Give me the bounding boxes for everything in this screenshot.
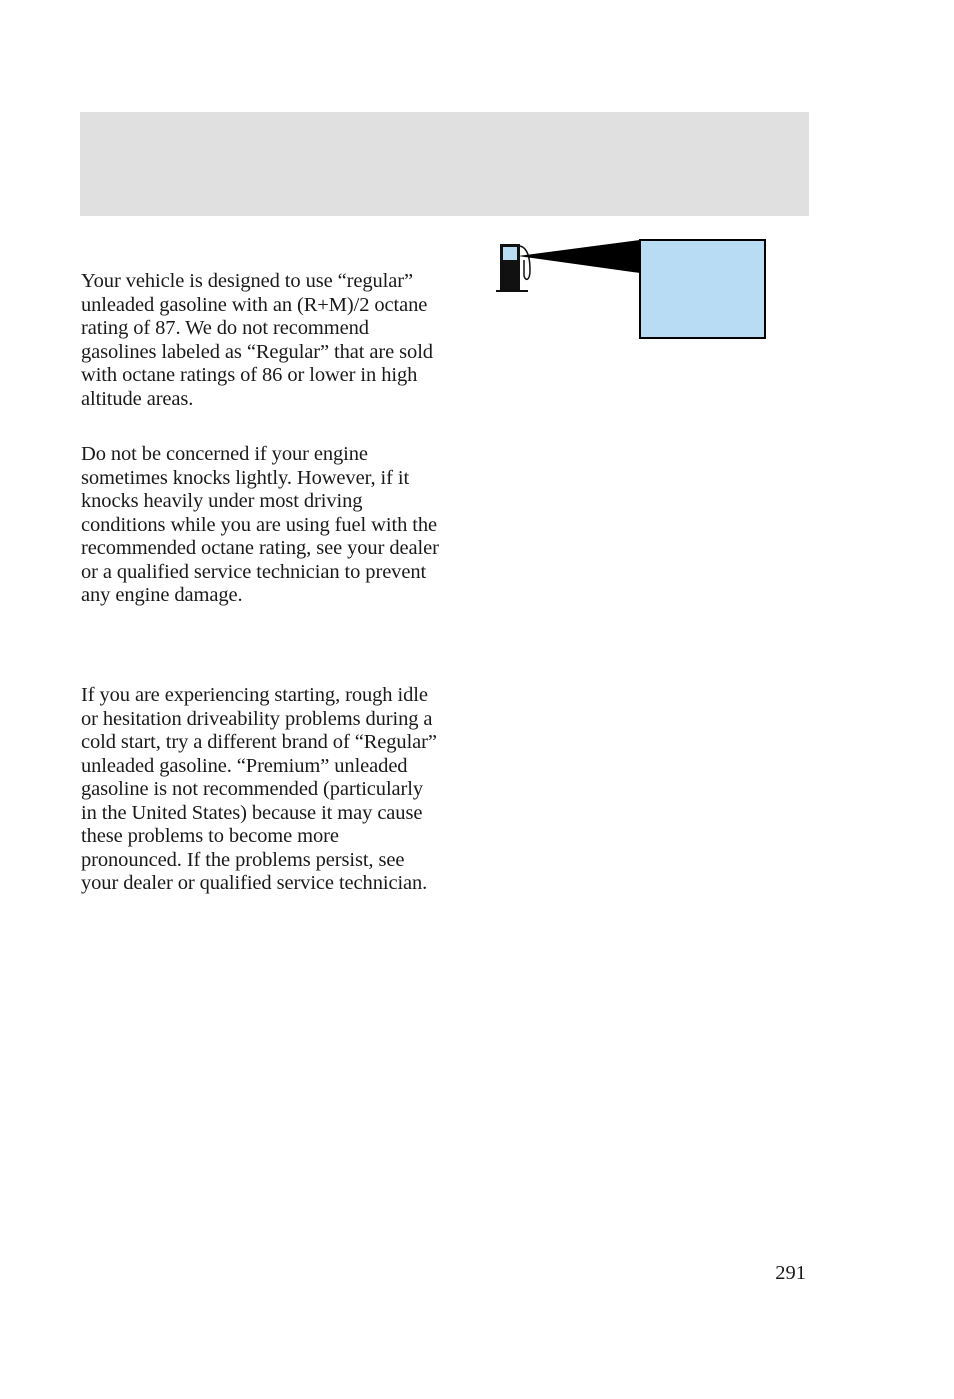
- paragraph-text: Your vehicle is designed to use “regular” unleaded gasoline with an (R+M)/2 octane rating of 87. We do not recommend gasolines labeled as “Regular” that are sold with octane ratings of 86 or lower in high altitude areas.: [81, 270, 433, 410]
- paragraph-cold-start: [81, 684, 441, 896]
- paragraph-engine-knock: [81, 443, 441, 608]
- page-number: 291: [775, 1262, 806, 1284]
- paragraph-text: Do not be concerned if your engine sometimes knocks lightly. However, if it knocks heavily under most driving conditions while you are using fuel with the recommended octane rating, see your dealer or a qualified service technician to prevent any engine damage.: [81, 443, 439, 606]
- fuel-pump-callout-graphic: [494, 236, 770, 344]
- fuel-pump-icon: [496, 244, 530, 292]
- paragraph-text: If you are experiencing starting, rough idle or hesitation driveability problems during a cold start, try a different brand of “Regular” unleaded gasoline. “Premium” unleaded gasoline is not recommended (particularly in the United States) because it may cause these problems to become more pronounced. If the problems persist, see your dealer or qualified service technician.: [81, 684, 437, 894]
- header-band: [80, 112, 809, 216]
- paragraph-octane-rating: [81, 270, 441, 411]
- callout-box: [640, 240, 765, 338]
- callout-pointer: [518, 240, 640, 273]
